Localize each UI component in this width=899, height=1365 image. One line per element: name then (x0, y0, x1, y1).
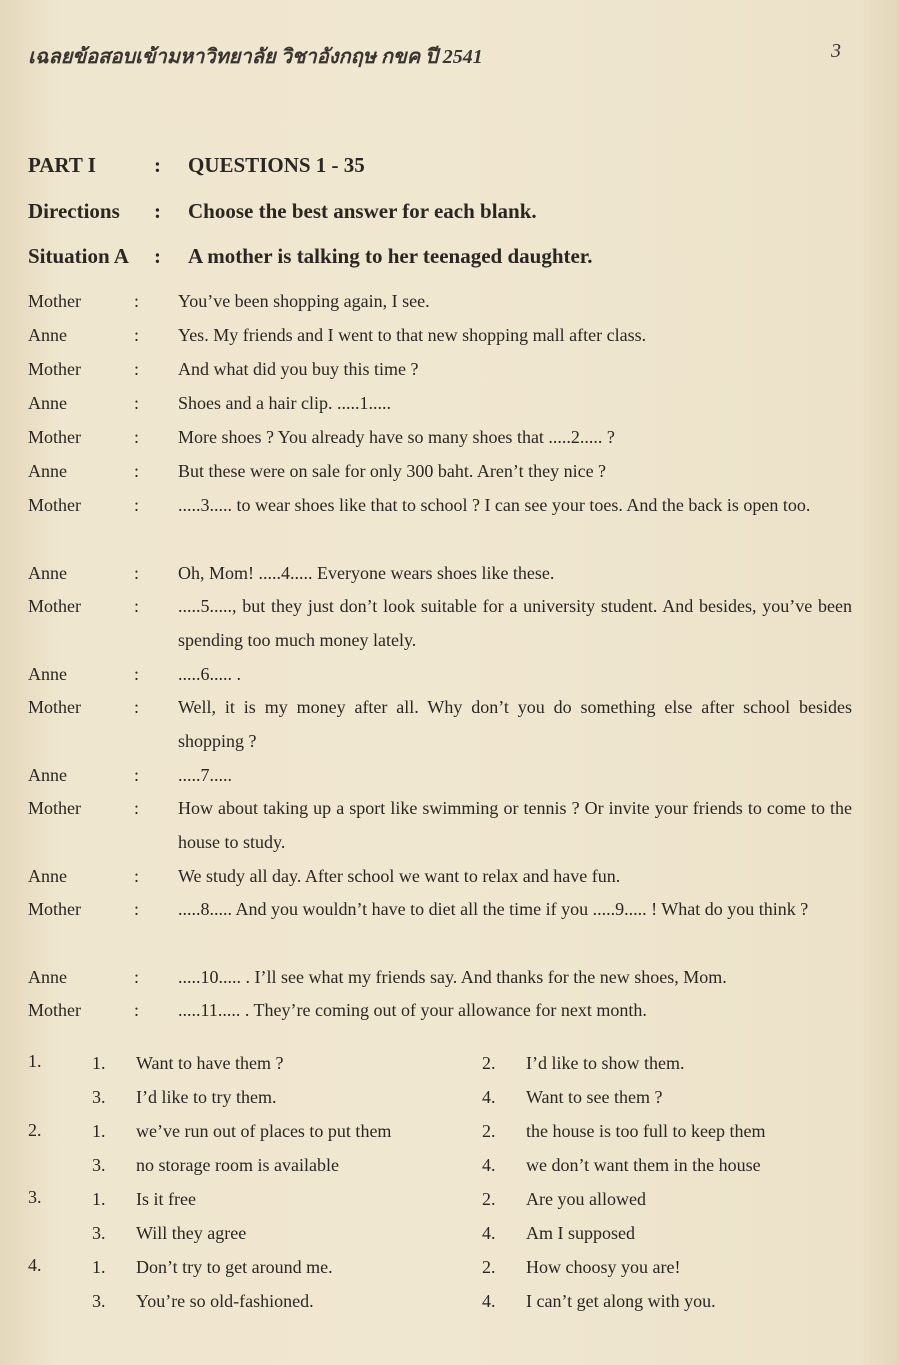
choice-number: 4. (482, 1291, 496, 1311)
choice-number: 2. (482, 1257, 496, 1277)
choice-text[interactable]: Is it free (136, 1189, 196, 1209)
speaker-colon: : (134, 1000, 140, 1020)
question-number: 1. (28, 1051, 42, 1071)
choice-number: 3. (92, 1155, 106, 1175)
speaker-name: Anne (28, 664, 67, 684)
heading-text: A mother is talking to her teenaged daughter. (188, 244, 593, 268)
choice-number: 4. (482, 1087, 496, 1107)
choice-text[interactable]: Are you allowed (526, 1189, 646, 1209)
speaker-name: Anne (28, 393, 67, 413)
choice-number: 3. (92, 1291, 106, 1311)
speaker-name: Anne (28, 765, 67, 785)
choice-text[interactable]: Will they agree (136, 1223, 247, 1243)
speaker-colon: : (134, 798, 140, 818)
heading-text: Choose the best answer for each blank. (188, 199, 537, 223)
speaker-name: Anne (28, 967, 67, 987)
choice-text[interactable]: How choosy you are! (526, 1257, 681, 1277)
choice-number: 3. (92, 1087, 106, 1107)
speaker-name: Mother (28, 697, 81, 717)
dialogue-text: And what did you buy this time ? (178, 359, 419, 379)
choice-text[interactable]: Want to see them ? (526, 1087, 663, 1107)
speaker-name: Mother (28, 495, 81, 515)
heading-text: QUESTIONS 1 - 35 (188, 153, 365, 177)
dialogue-text: .....6..... . (178, 664, 241, 684)
speaker-colon: : (134, 359, 140, 379)
choice-number: 2. (482, 1121, 496, 1141)
speaker-name: Anne (28, 461, 67, 481)
speaker-name: Mother (28, 899, 81, 919)
speaker-colon: : (134, 495, 140, 515)
choice-number: 2. (482, 1053, 496, 1073)
choice-number: 1. (92, 1257, 106, 1277)
dialogue-text: But these were on sale for only 300 baht. Aren’t they nice ? (178, 461, 607, 481)
choice-text[interactable]: the house is too full to keep them (526, 1121, 766, 1141)
speaker-colon: : (134, 596, 140, 616)
speaker-colon: : (134, 325, 140, 345)
dialogue-text: .....8..... And you wouldn’t have to diet all the time if you .....9..... ! What do you think ? (178, 899, 809, 919)
speaker-name: Mother (28, 596, 81, 616)
speaker-name: Mother (28, 798, 81, 818)
choice-number: 1. (92, 1189, 106, 1209)
dialogue-text: .....3..... to wear shoes like that to school ? I can see your toes. And the back is open too. (178, 495, 811, 515)
choice-text[interactable]: Don’t try to get around me. (136, 1257, 333, 1277)
choice-text[interactable]: I can’t get along with you. (526, 1291, 716, 1311)
speaker-colon: : (134, 393, 140, 413)
dialogue-text: Shoes and a hair clip. .....1..... (178, 393, 391, 413)
question-number: 4. (28, 1255, 42, 1275)
dialogue-text: .....7..... (178, 765, 232, 785)
choice-text[interactable]: I’d like to try them. (136, 1087, 277, 1107)
dialogue-text: Well, it is my money after all. Why don’t you do something else after school besides shopping ? (178, 697, 852, 751)
dialogue-text: You’ve been shopping again, I see. (178, 291, 430, 311)
choice-number: 4. (482, 1155, 496, 1175)
speaker-colon: : (134, 697, 140, 717)
choice-number: 1. (92, 1053, 106, 1073)
speaker-colon: : (134, 765, 140, 785)
speaker-name: Mother (28, 291, 81, 311)
question-number: 3. (28, 1187, 42, 1207)
heading-label: PART I (28, 153, 96, 177)
choice-number: 1. (92, 1121, 106, 1141)
dialogue-text: .....5....., but they just don’t look suitable for a university student. And besides, you’ve been spending too much money lately. (178, 596, 852, 650)
choice-text[interactable]: we don’t want them in the house (526, 1155, 761, 1175)
speaker-colon: : (134, 461, 140, 481)
speaker-colon: : (134, 899, 140, 919)
heading-label: Situation A (28, 244, 129, 268)
heading-colon: : (154, 153, 161, 177)
speaker-colon: : (134, 664, 140, 684)
heading-colon: : (154, 244, 161, 268)
page-header-title: เฉลยข้อสอบเข้ามหาวิทยาลัย วิชาอังกฤษ กขค ปี 2541 (28, 46, 483, 68)
choice-text[interactable]: we’ve run out of places to put them (136, 1121, 392, 1141)
speaker-name: Mother (28, 427, 81, 447)
speaker-colon: : (134, 866, 140, 886)
page-number: 3 (831, 40, 841, 62)
choice-text[interactable]: I’d like to show them. (526, 1053, 685, 1073)
dialogue-text: .....11..... . They’re coming out of your allowance for next month. (178, 1000, 647, 1020)
speaker-colon: : (134, 291, 140, 311)
dialogue-text: Oh, Mom! .....4..... Everyone wears shoes like these. (178, 563, 555, 583)
choice-text[interactable]: no storage room is available (136, 1155, 339, 1175)
question-number: 2. (28, 1120, 42, 1140)
speaker-colon: : (134, 427, 140, 447)
dialogue-text: Yes. My friends and I went to that new shopping mall after class. (178, 325, 647, 345)
choice-text[interactable]: Want to have them ? (136, 1053, 284, 1073)
speaker-name: Mother (28, 359, 81, 379)
choice-number: 4. (482, 1223, 496, 1243)
choice-text[interactable]: Am I supposed (526, 1223, 635, 1243)
heading-label: Directions (28, 199, 120, 223)
dialogue-text: We study all day. After school we want to relax and have fun. (178, 866, 621, 886)
speaker-colon: : (134, 563, 140, 583)
choice-number: 3. (92, 1223, 106, 1243)
choice-text[interactable]: You’re so old-fashioned. (136, 1291, 314, 1311)
dialogue-text: .....10..... . I’ll see what my friends say. And thanks for the new shoes, Mom. (178, 967, 727, 987)
speaker-name: Anne (28, 563, 67, 583)
dialogue-text: How about taking up a sport like swimming or tennis ? Or invite your friends to come to the house to study. (178, 798, 852, 852)
speaker-colon: : (134, 967, 140, 987)
speaker-name: Anne (28, 325, 67, 345)
speaker-name: Mother (28, 1000, 81, 1020)
dialogue-text: More shoes ? You already have so many shoes that .....2..... ? (178, 427, 615, 447)
choice-number: 2. (482, 1189, 496, 1209)
heading-colon: : (154, 199, 161, 223)
speaker-name: Anne (28, 866, 67, 886)
